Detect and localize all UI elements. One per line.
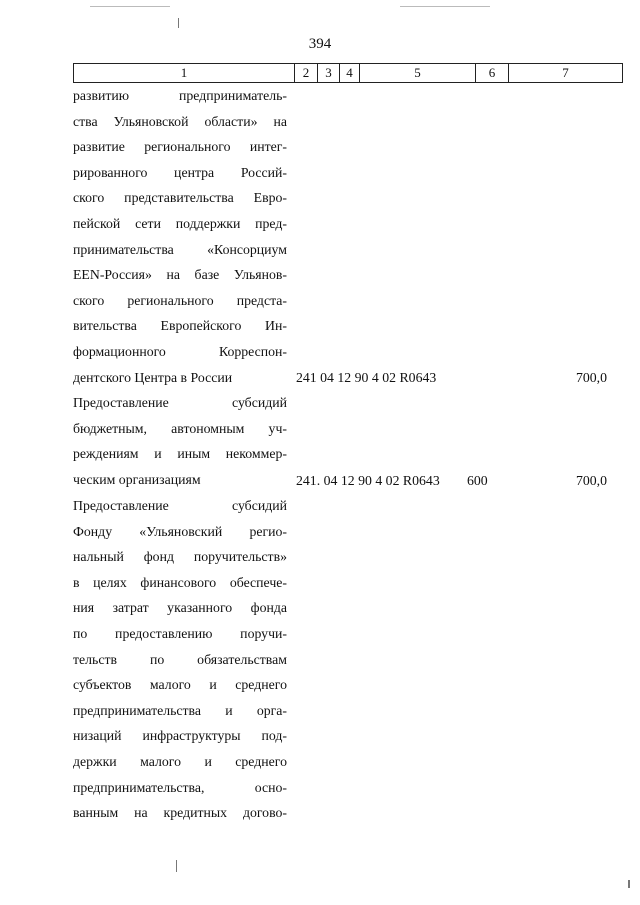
text-line: EEN-Россия» на базе Ульянов- [73,267,287,283]
row-codes-2: 241. 04 12 90 4 02 R0643 [296,473,440,488]
text-line: низаций инфраструктуры под- [73,728,287,744]
column-header-6: 6 [476,64,509,82]
column-header-4: 4 [340,64,360,82]
text-line: Предоставление субсидий [73,498,287,513]
text-line: развитию предприниматель- [73,88,287,103]
text-line: пейской сети поддержки пред- [73,215,287,231]
scan-mark [628,880,630,888]
row-amount-1: 700,0 [575,370,607,385]
text-line: Предоставление субсидий [73,395,287,410]
column-header-7: 7 [562,65,569,80]
text-line: реждениям и иным некоммер- [73,446,287,462]
text-line: в целях финансового обеспече- [73,574,287,590]
text-line: вительства Европейского Ин- [73,318,287,334]
row-description-2 [73,390,287,492]
column-header-5: 5 [360,64,476,82]
text-line: нальный фонд поручительств» [73,549,287,565]
text-line: ского представительства Евро- [73,190,287,206]
text-line: дентского Центра в России [73,369,233,385]
text-line: бюджетным, автономным уч- [73,420,287,436]
column-header-2: 2 [295,64,318,82]
text-line: формационного Корреспон- [73,343,287,359]
text-line: держки малого и среднего [73,753,287,769]
text-line: ния затрат указанного фонда [73,600,287,616]
column-header-row [73,63,623,83]
text-line: ческим организациям [73,471,201,487]
page-number: 394 [308,36,332,52]
text-line: ванным на кредитных догово- [73,805,287,821]
text-line: по предоставлению поручи- [73,625,287,641]
row-description-3 [73,493,287,826]
row-codes-1: 241 04 12 90 4 02 R0643 [296,370,437,385]
row-description-1 [73,83,287,390]
scan-mark [400,6,490,7]
row-amount-2: 700,0 [575,473,607,488]
text-line: развитие регионального интег- [73,139,287,155]
text-line: Фонду «Ульяновский регио- [73,523,287,539]
text-line: рированного центра Россий- [73,164,287,180]
column-header-3: 3 [318,64,340,82]
text-line: принимательства «Консорциум [73,241,287,257]
text-line: ства Ульяновской области» на [73,113,287,129]
text-line: предпринимательства и орга- [73,702,287,718]
text-line: ского регионального предста- [73,292,287,308]
text-line: субъектов малого и среднего [73,677,287,693]
row-type-2: 600 [467,473,488,488]
scan-mark [176,860,177,872]
text-line: предпринимательства, осно- [73,779,287,795]
scan-mark [178,18,179,28]
scan-mark [90,6,170,7]
column-header-1: 1 [74,64,295,82]
text-line: тельств по обязательствам [73,651,287,667]
